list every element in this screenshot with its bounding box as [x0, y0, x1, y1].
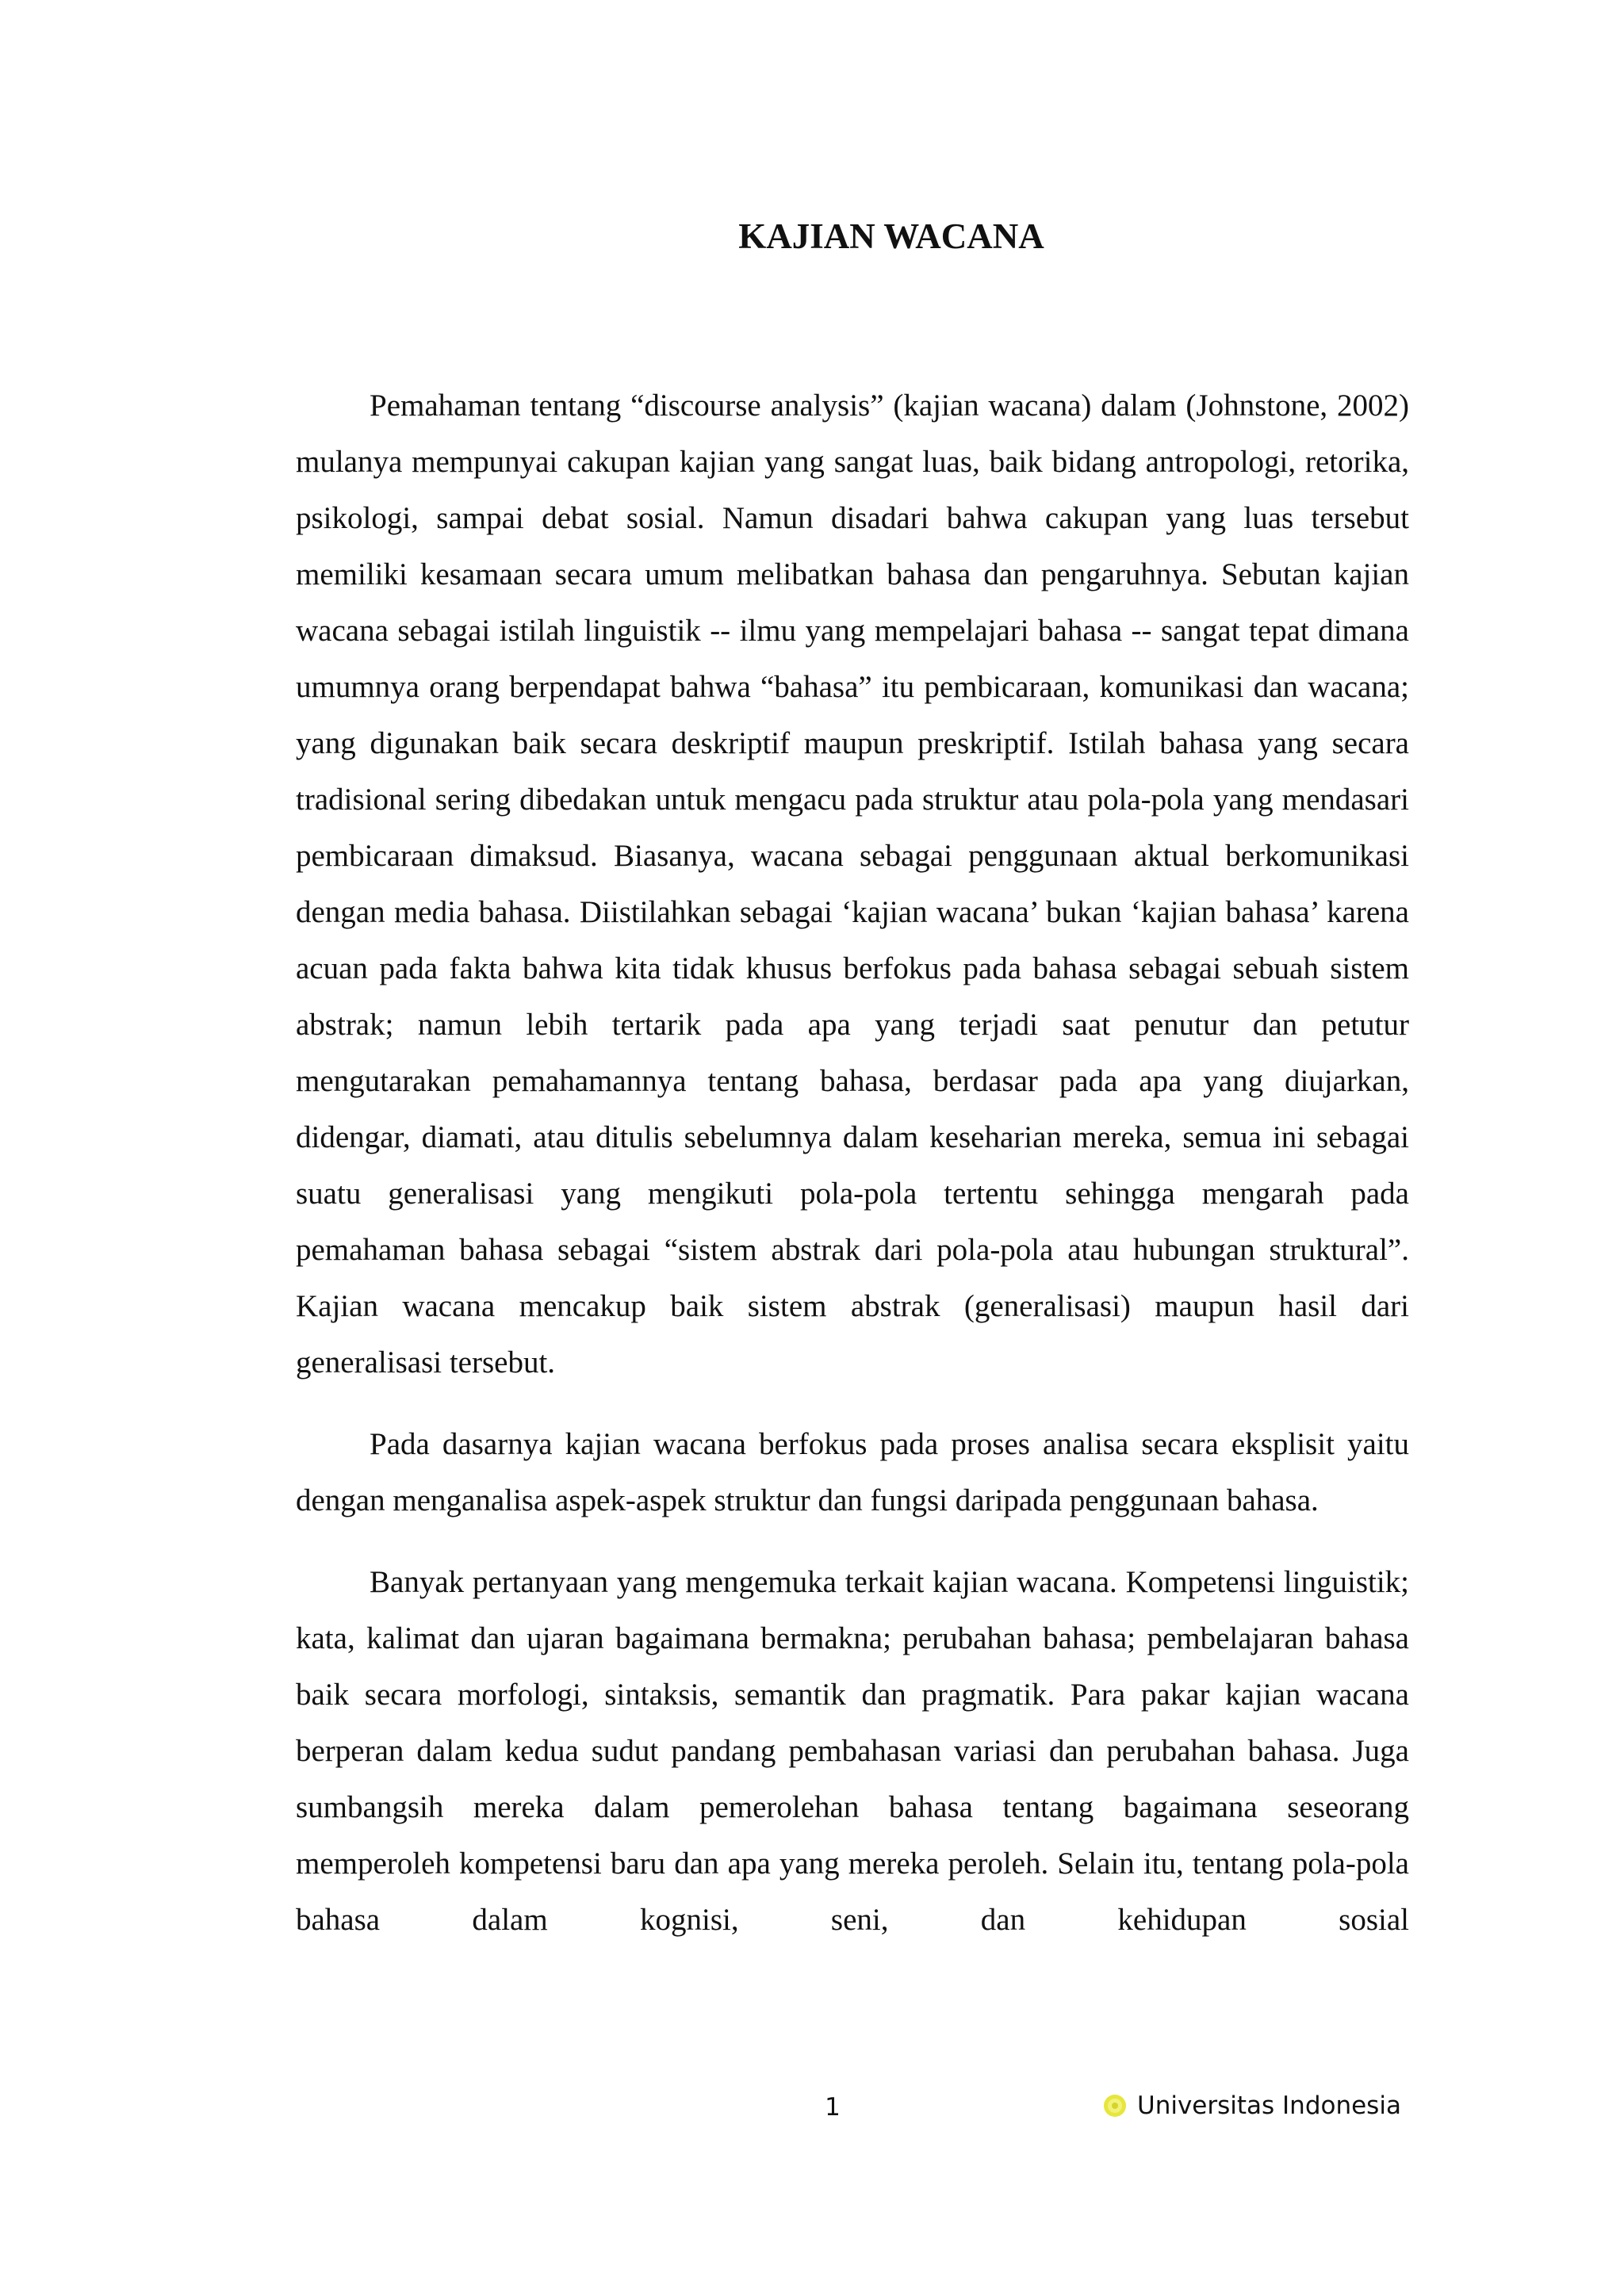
- university-name: Universitas Indonesia: [1137, 2091, 1401, 2120]
- page-title: KAJIAN WACANA: [738, 216, 1044, 256]
- paragraph-1: Pemahaman tentang “discourse analysis” (kajian wacana) dalam (Johnstone, 2002) mulanya mempunyai cakupan kajian yang sangat luas, baik bidang antropologi, retorika, psikologi, sampai debat sosial. Namun disadari bahwa cakupan yang luas tersebut memiliki kesamaan secara umum melibatkan bahasa dan pengaruhnya. Sebutan kajian wacana sebagai istilah linguistik -- ilmu yang mempelajari bahasa -- sangat tepat dimana umumnya orang berpendapat bahwa “bahasa” itu pembicaraan, komunikasi dan wacana; yang digunakan baik secara deskriptif maupun preskriptif. Istilah bahasa yang secara tradisional sering dibedakan untuk mengacu pada struktur atau pola-pola yang mendasari pembicaraan dimaksud. Biasanya, wacana sebagai penggunaan aktual berkomunikasi dengan media bahasa. Diistilahkan sebagai ‘kajian wacana’ bukan ‘kajian bahasa’ karena acuan pada fakta bahwa kita tidak khusus berfokus pada bahasa sebagai sebuah sistem abstrak; namun lebih tertarik pada apa yang terjadi saat penutur dan petutur mengutarakan pemahamannya tentang bahasa, berdasar pada apa yang diujarkan, didengar, diamati, atau ditulis sebelumnya dalam keseharian mereka, semua ini sebagai suatu generalisasi yang mengikuti pola-pola tertentu sehingga mengarah pada pemahaman bahasa sebagai “sistem abstrak dari pola-pola atau hubungan struktural”. Kajian wacana mencakup baik sistem abstrak (generalisasi) maupun hasil dari generalisasi tersebut.: [296, 388, 1409, 1380]
- paragraph-3: Banyak pertanyaan yang mengemuka terkait kajian wacana. Kompetensi linguistik; kata, kalimat dan ujaran bagaimana bermakna; perubahan bahasa; pembelajaran bahasa baik secara morfologi, sintaksis, semantik dan pragmatik. Para pakar kajian wacana berperan dalam kedua sudut pandang pembahasan variasi dan perubahan bahasa. Juga sumbangsih mereka dalam pemerolehan bahasa tentang bagaimana seseorang memperoleh kompetensi baru dan apa yang mereka peroleh. Selain itu, tentang pola-pola bahasa dalam kognisi, seni, dan kehidupan sosial: [296, 1565, 1409, 1937]
- ui-makara-logo-icon: [1102, 2093, 1128, 2118]
- paragraph-2: Pada dasarnya kajian wacana berfokus pada proses analisa secara eksplisit yaitu dengan menganalisa aspek-aspek struktur dan fungsi daripada penggunaan bahasa.: [296, 1427, 1409, 1517]
- footer-university: [1102, 2091, 1401, 2120]
- document-body: [296, 377, 1409, 1973]
- page-number: 1: [825, 2093, 841, 2122]
